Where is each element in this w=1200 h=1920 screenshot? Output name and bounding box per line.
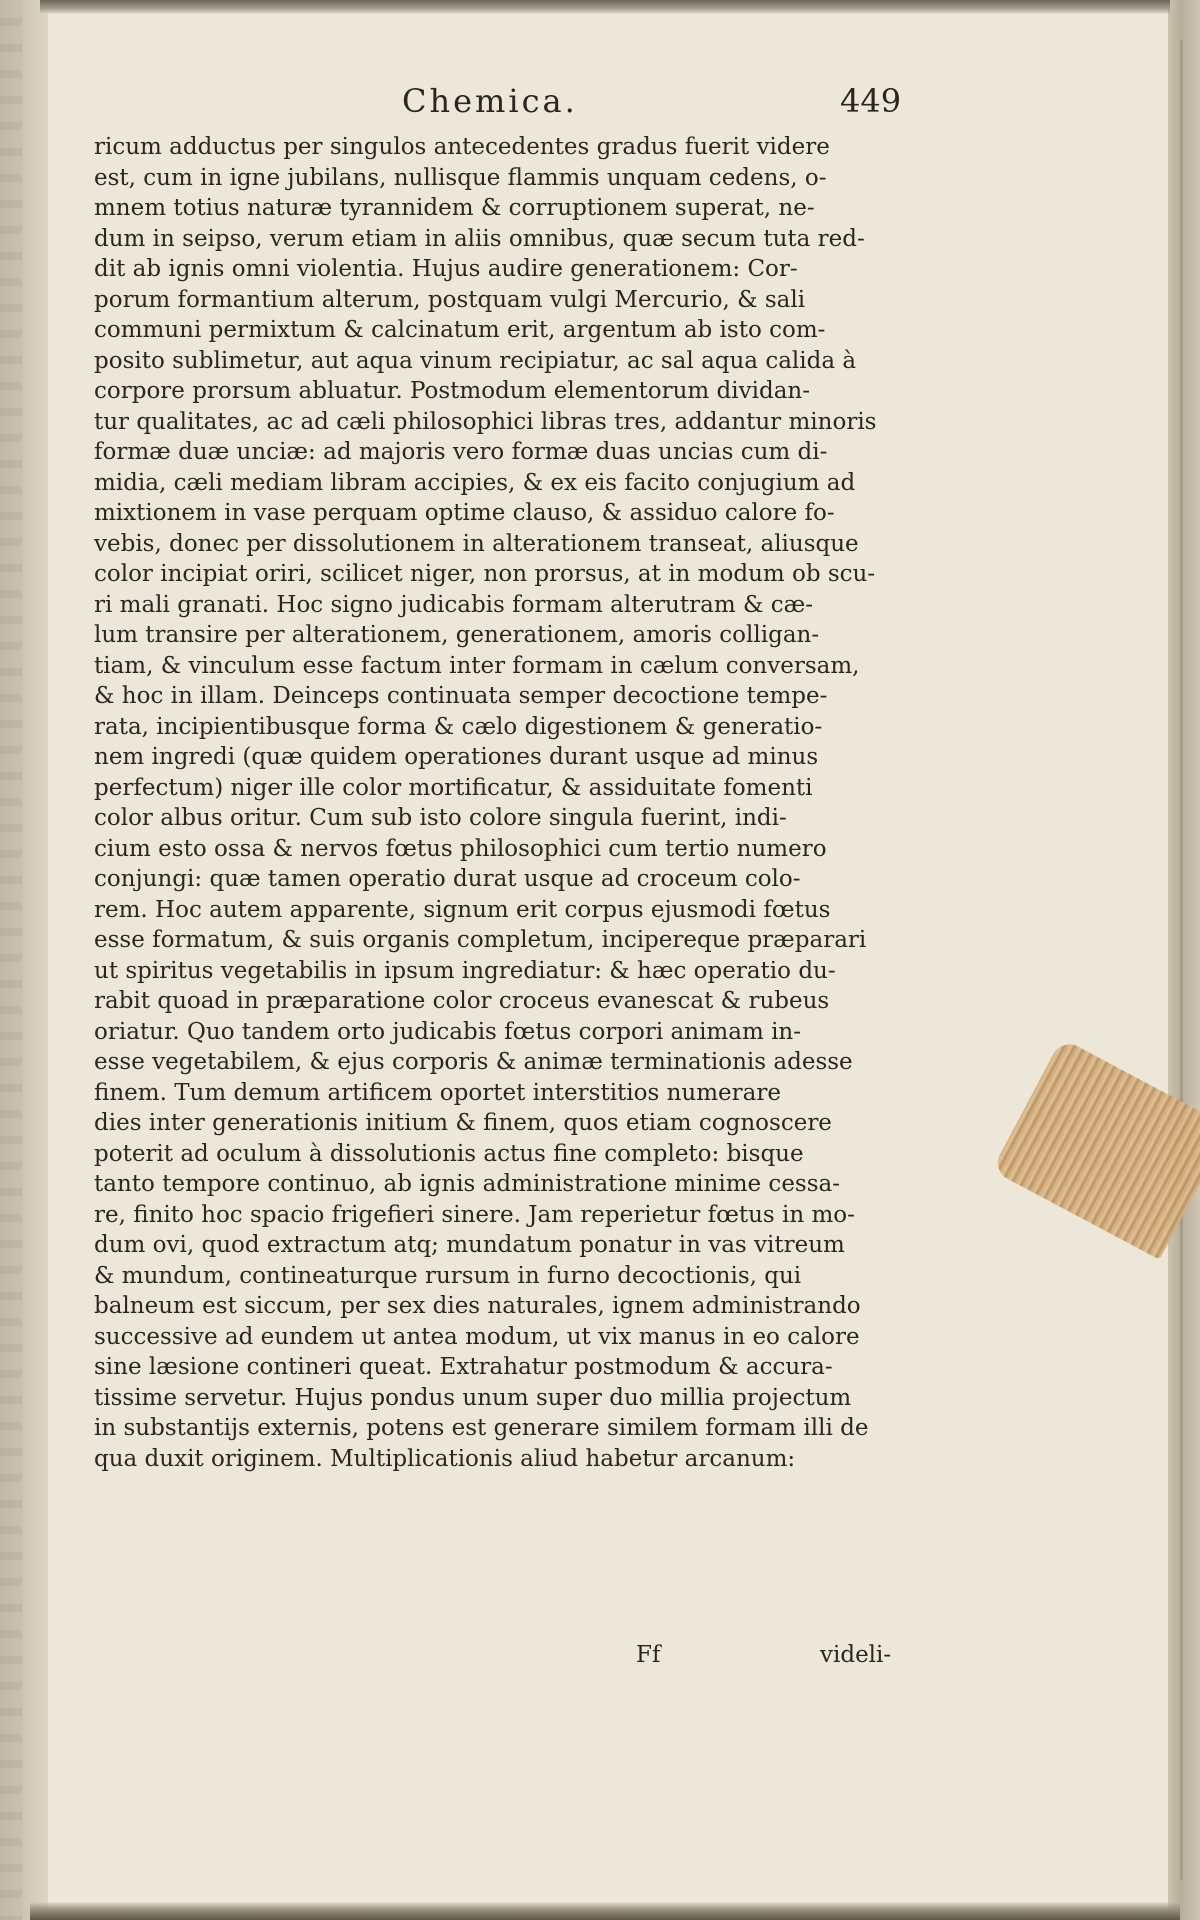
text-line: tur qualitates, ac ad cæli philosophici libras tres, addantur minoris (94, 408, 877, 435)
right-page-edge (1168, 0, 1200, 1920)
text-line: in substantijs externis, potens est generare similem formam illi de (94, 1415, 869, 1441)
text-line: dum in seipso, verum etiam in aliis omnibus, quæ secum tuta red- (94, 225, 865, 252)
text-line: corpore prorsum abluatur. Postmodum elementorum dividan- (94, 378, 810, 404)
binding-strip (0, 0, 22, 1920)
text-line: esse vegetabilem, & ejus corporis & animæ terminationis adesse (94, 1049, 853, 1075)
right-edge-line (1180, 40, 1183, 1880)
text-line: dies inter generationis initium & finem, quos etiam cognoscere (94, 1110, 832, 1136)
text-line: successive ad eundem ut antea modum, ut vix manus in eo calore (94, 1323, 860, 1350)
text-line: & hoc in illam. Deinceps continuata semper decoctione tempe- (94, 683, 828, 709)
text-line: mixtionem in vase perquam optime clauso, & assiduo calore fo- (94, 500, 835, 526)
text-line: rabit quoad in præparatione color croceus evanescat & rubeus (94, 988, 830, 1014)
bottom-page-edge (30, 1902, 1180, 1920)
text-line: balneum est siccum, per sex dies naturales, ignem administrando (94, 1293, 861, 1319)
text-line: esse formatum, & suis organis completum, incipereque præparari (94, 927, 867, 953)
text-line: midia, cæli mediam libram accipies, & ex eis facito conjugium ad (94, 469, 856, 496)
catchword: videli- (820, 1642, 892, 1668)
text-line: tiam, & vinculum esse factum inter formam in cælum conversam, (94, 652, 860, 679)
text-line: poterit ad oculum à dissolutionis actus fine completo: bisque (94, 1140, 804, 1167)
book-page (48, 14, 1168, 1902)
text-line: est, cum in igne jubilans, nullisque flammis unquam cedens, o- (94, 164, 827, 191)
text-line: dum ovi, quod extractum atq; mundatum ponatur in vas vitreum (94, 1232, 845, 1258)
signature-mark: Ff (636, 1642, 661, 1668)
text-line: color incipiat oriri, scilicet niger, non prorsus, at in modum ob scu- (94, 561, 876, 587)
text-line: ri mali granati. Hoc signo judicabis formam alterutram & cæ- (94, 591, 813, 618)
text-line: rem. Hoc autem apparente, signum erit corpus ejusmodi fœtus (94, 896, 831, 923)
text-line: communi permixtum & calcinatum erit, argentum ab isto com- (94, 317, 826, 343)
top-page-edge (40, 0, 1170, 14)
text-line: formæ duæ unciæ: ad majoris vero formæ duas uncias cum di- (94, 439, 828, 465)
text-line: vebis, donec per dissolutionem in alterationem transeat, aliusque (94, 530, 859, 557)
text-line: ut spiritus vegetabilis in ipsum ingrediatur: & hæc operatio du- (94, 957, 836, 984)
body-text (94, 132, 954, 1505)
running-head (48, 82, 1168, 132)
text-line: mnem totius naturæ tyrannidem & corruptionem superat, ne- (94, 195, 815, 221)
text-line: lum transire per alterationem, generationem, amoris colligan- (94, 622, 820, 648)
text-line: qua duxit originem. Multiplicationis aliud habetur arcanum: (94, 1445, 796, 1472)
text-line: posito sublimetur, aut aqua vinum recipiatur, ac sal aqua calida à (94, 347, 857, 374)
text-line: perfectum) niger ille color mortificatur, & assiduitate fomenti (94, 774, 813, 801)
text-line: finem. Tum demum artificem oportet interstitios numerare (94, 1079, 781, 1106)
text-line: rata, incipientibusque forma & cælo digestionem & generatio- (94, 713, 823, 740)
text-line: oriatur. Quo tandem orto judicabis fœtus corpori animam in- (94, 1018, 802, 1045)
text-line: & mundum, contineaturque rursum in furno decoctionis, qui (94, 1262, 802, 1289)
page-title: Chemica. (402, 82, 578, 120)
text-line: re, finito hoc spacio frigefieri sinere. Jam reperietur fœtus in mo- (94, 1201, 855, 1228)
text-line (94, 1474, 954, 1505)
text-line: ricum adductus per singulos antecedentes gradus fuerit videre (94, 134, 830, 160)
text-line: tanto tempore continuo, ab ignis administratione minime cessa- (94, 1171, 841, 1197)
text-line: nem ingredi (quæ quidem operationes durant usque ad minus (94, 744, 819, 770)
text-line: dit ab ignis omni violentia. Hujus audire generationem: Cor- (94, 256, 798, 282)
text-line: porum formantium alterum, postquam vulgi Mercurio, & sali (94, 286, 806, 313)
text-line: color albus oritur. Cum sub isto colore singula fuerint, indi- (94, 805, 787, 831)
text-line: tissime servetur. Hujus pondus unum super duo millia projectum (94, 1384, 852, 1411)
text-line: cium esto ossa & nervos fœtus philosophici cum tertio numero (94, 835, 827, 862)
text-line: conjungi: quæ tamen operatio durat usque ad croceum colo- (94, 866, 801, 892)
text-line: sine læsione contineri queat. Extrahatur postmodum & accura- (94, 1354, 833, 1380)
page-number: 449 (840, 82, 902, 120)
